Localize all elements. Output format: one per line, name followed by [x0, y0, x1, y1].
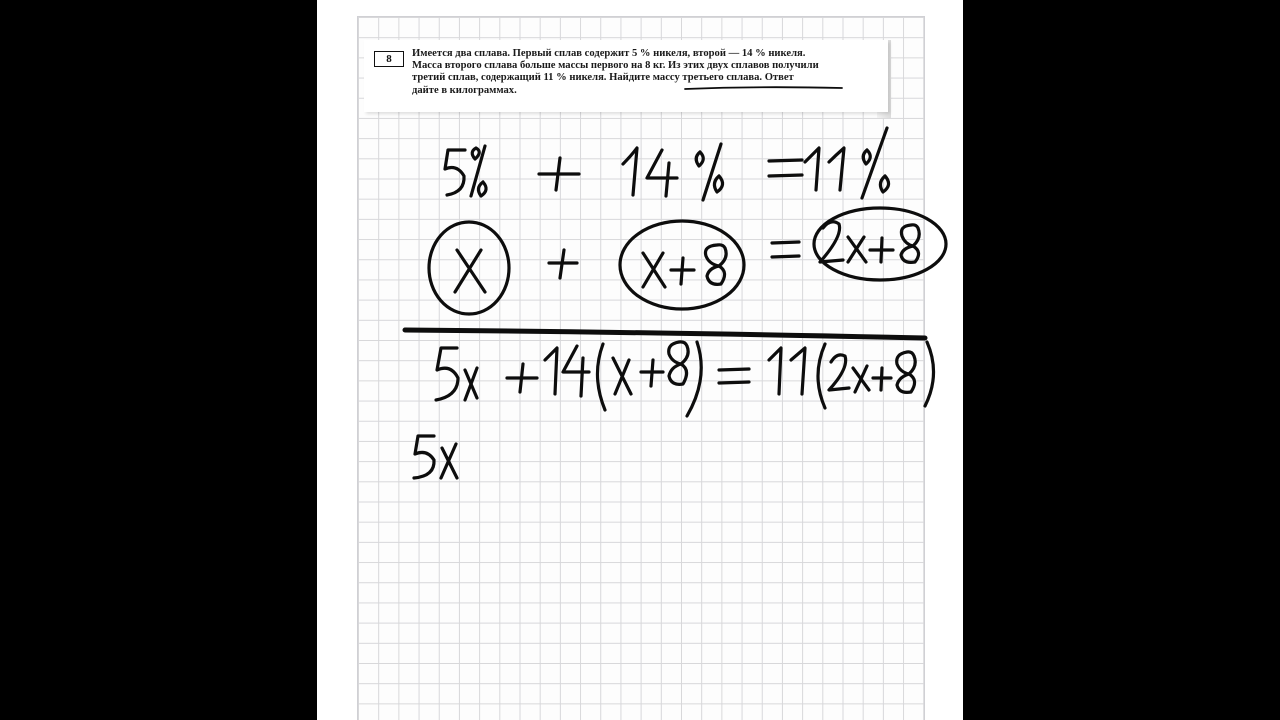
handwritten-solution — [317, 0, 963, 720]
line-3-equation — [436, 342, 934, 416]
worksheet-page — [317, 0, 963, 720]
underline-mark — [685, 87, 842, 89]
task-text: Имеется два сплава. Первый сплав содержит 5 % никеля, второй — 14 % никеля. Масса второго сплава больше массы первого на 8 кг. Из этих двух сплавов получили третий сплав, содержащий 11 % никеля. Найдите массу третьего сплава. Ответ дайте в килограммах. — [412, 48, 819, 96]
line-4-start — [414, 436, 457, 478]
line-1-percentages — [445, 128, 889, 200]
task-number: 8 — [374, 51, 404, 67]
separator-line — [405, 330, 925, 338]
line-2-masses — [429, 208, 946, 314]
